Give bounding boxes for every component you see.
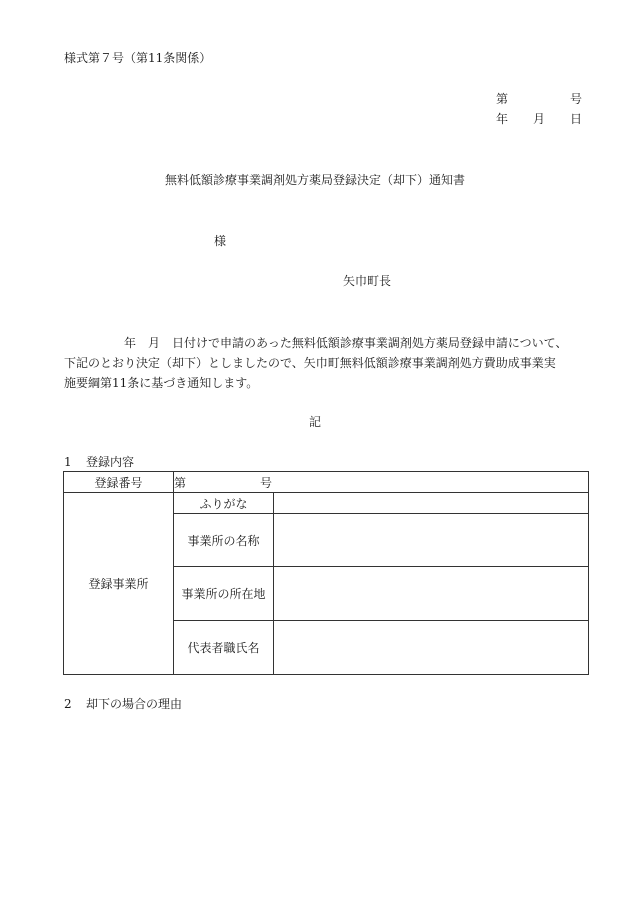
office-address-field[interactable]: [274, 567, 589, 621]
date-month: 月: [532, 112, 545, 126]
document-title: 無料低額診療事業調剤処方薬局登録決定（却下）通知書: [164, 173, 465, 187]
reg-number-label: 登録番号: [64, 472, 174, 493]
date-day: 日: [569, 112, 582, 126]
section-2-heading: [64, 698, 182, 710]
reg-number-suffix: 号: [259, 475, 272, 490]
document-number-prefix: 第: [496, 92, 509, 106]
recipient-honorific: 様: [214, 234, 227, 248]
registered-office-label: 登録事業所: [64, 493, 174, 675]
reg-number-cell[interactable]: [174, 472, 589, 493]
office-name-field[interactable]: [274, 514, 589, 567]
form-number: 様式第７号（第11条関係）: [64, 51, 212, 65]
reg-number-prefix: 第: [174, 475, 187, 490]
section-1-number: 1: [64, 455, 72, 469]
section-2-number: 2: [64, 697, 72, 711]
document-number-suffix: 号: [569, 92, 582, 106]
representative-field[interactable]: [274, 621, 589, 675]
furigana-label: ふりがな: [174, 493, 274, 514]
section-2-title: 却下の場合の理由: [86, 697, 183, 711]
body-line-1: 年 月 日付けで申請のあった無料低額診療事業調剤処方薬局登録申請について、: [124, 336, 568, 350]
registration-table: [63, 471, 589, 675]
representative-label: 代表者職氏名: [174, 621, 274, 675]
notice-body: [64, 333, 592, 393]
body-line-3: 施要綱第11条に基づき通知します。: [64, 376, 259, 390]
furigana-field[interactable]: [274, 493, 589, 514]
section-1-heading: [64, 456, 134, 468]
office-name-label: 事業所の名称: [174, 514, 274, 567]
document-number-line: [496, 93, 582, 105]
section-1-title: 登録内容: [86, 455, 135, 469]
body-line-2: 下記のとおり決定（却下）としましたので、矢巾町無料低額診療事業調剤処方費助成事業実: [64, 356, 556, 370]
office-address-label: 事業所の所在地: [174, 567, 274, 621]
issuer-name: 矢巾町長: [343, 274, 392, 288]
ki-heading: 記: [308, 415, 321, 429]
document-date-line: [496, 113, 582, 125]
date-year: 年: [496, 112, 509, 126]
